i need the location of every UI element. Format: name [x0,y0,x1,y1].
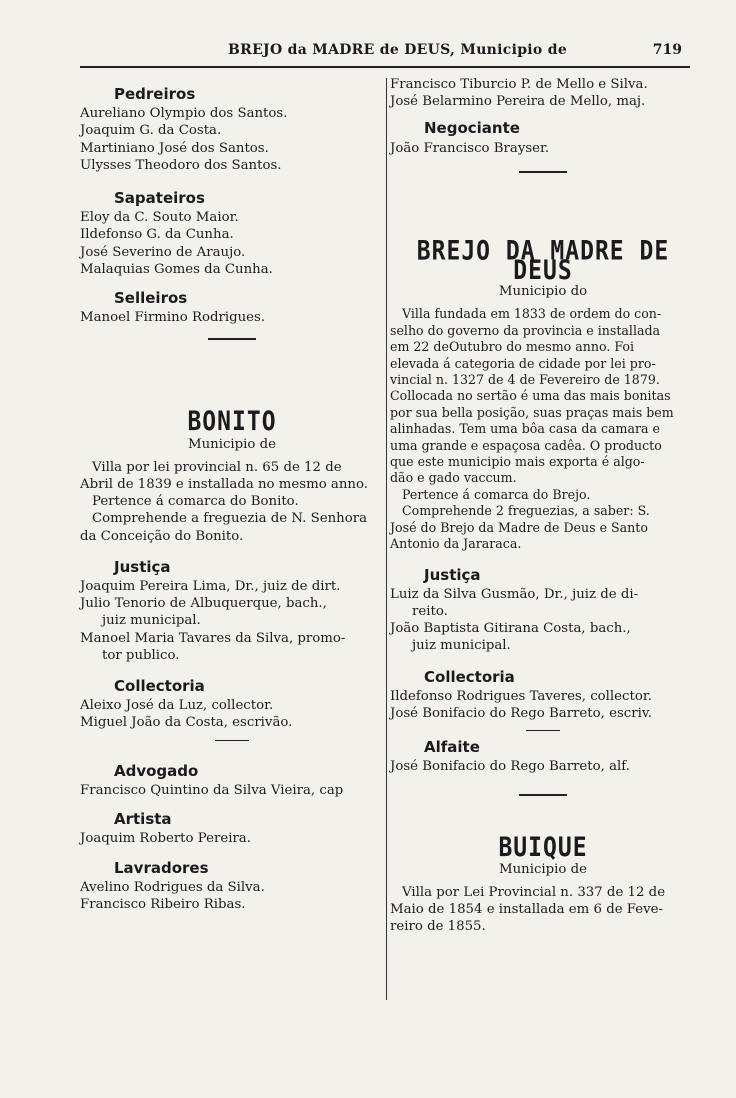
section-rule [208,338,256,340]
desc-line: Abril de 1839 e installada no mesmo anno. [80,477,368,493]
entry-line: Francisco Quintino da Silva Vieira, cap [80,782,344,798]
desc-line: Villa fundada em 1833 de ordem do con- [402,306,662,322]
section-heading: Sapateiros [114,189,205,208]
desc-line: por sua bella posição, suas praças mais bem [390,404,674,420]
entry-line: José Bonifacio do Rego Barreto, escriv. [390,705,652,721]
desc-line: selho do governo da provincia e installada [390,322,661,338]
left-column [80,76,384,913]
entry-line: Martiniano José dos Santos. [80,140,269,156]
section-heading: Lavradores [114,858,209,877]
municipality-title: BUIQUE [498,832,588,863]
municipality-subtitle: Municipio do [498,284,588,300]
right-column [390,76,696,936]
desc-line: que este municipio mais exporta é algo- [390,454,645,470]
section-justica-brejo [390,567,696,655]
entry-line: Manoel Firmino Rodrigues. [80,310,266,326]
desc-line: José do Brejo da Madre de Deus e Santo [390,519,648,535]
section-heading: Collectoria [114,677,205,696]
entry-line: Aleixo José da Luz, collector. [80,698,274,714]
desc-line: vincial n. 1327 de 4 de Fevereiro de 1879. [390,372,660,388]
page-number: 719 [652,42,682,58]
entry-line: Luiz da Silva Gusmão, Dr., juiz de di- [390,586,639,602]
entry-line: José Belarmino Pereira de Mello, maj. [390,94,646,110]
desc-line: Comprehende a freguezia de N. Senhora [92,511,368,527]
desc-line: Comprehende 2 freguezias, a saber: S. [402,503,650,519]
running-title: BREJO da MADRE de DEUS, Municipio de [228,42,568,58]
entry-line: Manoel Maria Tavares da Silva, promo- [80,630,346,646]
section-selleiros [80,290,384,326]
section-artista [80,811,384,847]
section-alfaite [390,739,696,775]
desc-line: dão e gado vaccum. [390,470,517,486]
municipality-title: BONITO [187,407,277,438]
entry-line: Ulysses Theodoro dos Santos. [80,157,282,173]
desc-line: alinhadas. Tem uma bôa casa da camara e [390,421,660,437]
desc-line: Pertence á comarca do Bonito. [92,494,299,510]
section-rule [215,740,249,741]
desc-line: Collocada no sertão é uma das mais bonitas [390,388,671,404]
entry-line: juiz municipal. [102,613,201,629]
section-rule [519,794,567,796]
desc-line: Maio de 1854 e installada em 6 de Feve- [390,902,664,918]
section-collectoria-bonito [80,678,384,732]
desc-line: Antonio da Jararaca. [390,536,522,552]
entry-line: Julio Tenorio de Albuquerque, bach., [80,596,327,612]
section-continued [390,76,696,110]
section-collectoria-brejo [390,669,696,723]
municipality-subtitle: Municipio de [187,436,277,452]
section-lavradores [80,860,384,914]
section-rule [519,171,567,173]
municipality-description [390,306,696,552]
entry-line: reito. [412,603,448,619]
entry-line: Francisco Tiburcio P. de Mello e Silva. [390,77,648,92]
desc-line: em 22 deOutubro do mesmo anno. Foi [390,339,635,355]
entry-line: José Bonifacio do Rego Barreto, alf. [390,759,630,775]
desc-line: Villa por Lei Provincial n. 337 de 12 de [402,884,666,900]
entry-line: Ildefonso Rodrigues Taveres, collector. [390,688,652,704]
section-negociante [390,120,696,156]
desc-line: reiro de 1855. [390,919,486,935]
desc-line: Villa por lei provincial n. 65 de 12 de [92,459,342,475]
section-justica-bonito [80,559,384,664]
section-rule [526,730,560,731]
desc-line: da Conceição do Bonito. [80,528,244,544]
desc-line: Pertence á comarca do Brejo. [402,486,591,502]
section-heading: Alfaite [424,738,480,757]
section-heading: Negociante [424,119,520,138]
section-heading: Pedreiros [114,85,196,103]
page-header [80,38,690,68]
section-heading: Collectoria [424,667,515,686]
section-buique [390,832,696,936]
entry-line: Miguel João da Costa, escrivão. [80,715,293,731]
section-advogado [80,763,384,799]
entry-line: Joaquim Pereira Lima, Dr., juiz de dirt. [80,579,341,595]
entry-line: tor publico. [102,647,180,663]
municipality-description [390,884,696,936]
entry-line: Avelino Rodrigues da Silva. [80,879,265,895]
desc-line: uma grande e espaçosa cadêa. O producto [390,437,662,453]
entry-line: Joaquim Roberto Pereira. [80,831,251,847]
section-bonito [80,407,384,544]
entry-line: Ildefonso G. da Cunha. [80,227,234,243]
municipality-description [80,459,384,545]
column-divider [386,78,387,1000]
entry-line: José Severino de Araujo. [80,244,246,260]
entry-line: Joaquim G. da Costa. [80,123,222,139]
section-heading: Advogado [114,761,199,780]
entry-line: João Baptista Gitirana Costa, bach., [390,621,631,637]
section-heading: Artista [114,810,172,829]
desc-line: elevada á categoria de cidade por lei pro- [390,355,656,371]
section-brejo [390,236,696,553]
entry-line: juiz municipal. [412,638,511,654]
entry-line: Eloy da C. Souto Maior. [80,210,239,226]
entry-line: Aureliano Olympio dos Santos. [80,106,288,122]
entry-line: Malaquias Gomes da Cunha. [80,261,273,277]
section-sapateiros [80,190,384,278]
municipality-subtitle: Municipio de [498,861,588,877]
section-heading: Justiça [114,557,171,576]
entry-line: João Francisco Brayser. [390,140,550,156]
section-pedreiros [80,86,384,174]
municipality-title: BREJO DA MADRE DE DEUS [416,236,670,287]
entry-line: Francisco Ribeiro Ribas. [80,896,246,912]
section-heading: Selleiros [114,289,188,308]
section-heading: Justiça [424,565,481,584]
